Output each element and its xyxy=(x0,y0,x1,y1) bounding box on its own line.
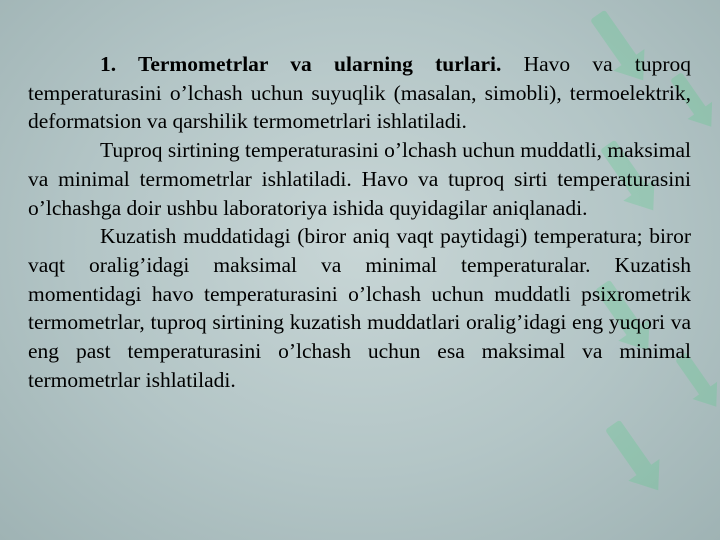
paragraph-2: Tuproq sirtining temperaturasini o’lchash uchun muddatli, maksimal va minimal termometrlar ishlatiladi. Havo va tuproq sirti temperaturasini o’lchashga doir ushbu laboratoriya ishida quyidagilar aniqlanadi. xyxy=(28,138,691,220)
watermark-arrow-icon xyxy=(597,414,674,501)
paragraph-1 xyxy=(28,50,691,136)
paragraph-1-text: Havo va tuproq temperaturasini o’lchash uchun suyuqlik (masalan, simobli), termoelektrik, deformatsion va qarshilik termometrlari ishlatiladi. xyxy=(28,52,691,134)
section-heading: 1. Termometrlar va ularning turlari. xyxy=(100,52,502,76)
slide-text-body xyxy=(28,50,691,394)
paragraph-3: Kuzatish muddatidagi (biror aniq vaqt paytidagi) temperatura; biror vaqt oralig’idagi maksimal va minimal temperaturalar. Kuzatish momentidagi havo temperaturasini o’lchash uchun muddatli psixrometrik termometrlar, tuproq sirtining kuzatish muddatlari oralig’idagi eng yuqori va eng past temperaturasini o’lchash uchun esa maksimal va minimal termometrlar ishlatiladi. xyxy=(28,224,691,392)
